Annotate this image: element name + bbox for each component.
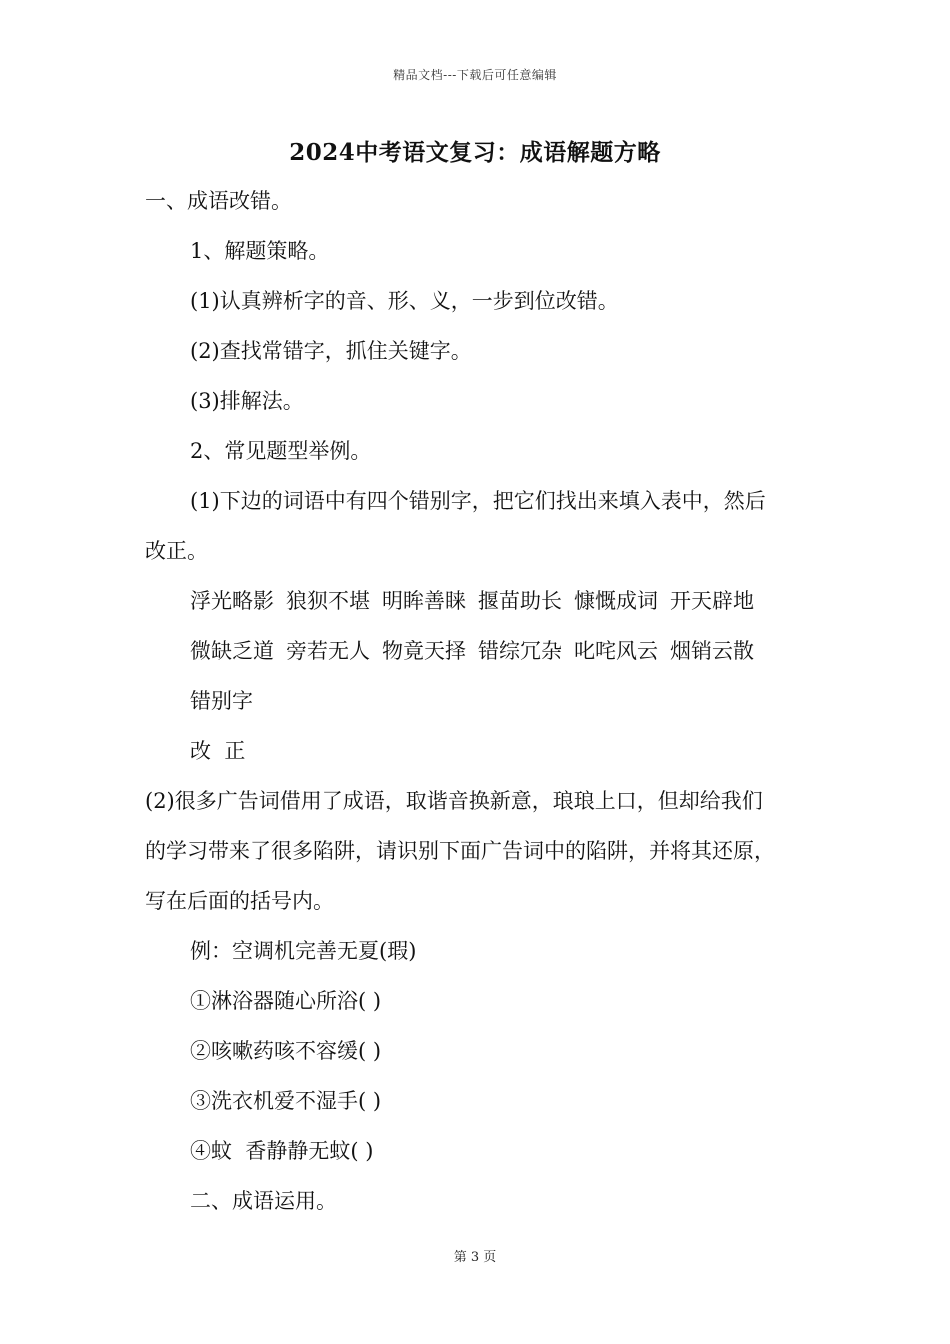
idiom: 狼狈不堪 — [286, 589, 370, 613]
table-row-correction: 改 正 — [190, 739, 246, 763]
strategy-2: (2)查找常错字，抓住关键字。 — [190, 339, 472, 363]
question2-line1: (2)很多广告词借用了成语，取谐音换新意，琅琅上口，但却给我们 — [145, 789, 763, 813]
document-title: 2024中考语文复习：成语解题方略 — [289, 139, 661, 166]
strategy-1: (1)认真辨析字的音、形、义，一步到位改错。 — [190, 289, 619, 313]
idiom: 慷慨成词 — [574, 589, 658, 613]
page-header: 精品文档---下载后可任意编辑 — [393, 68, 557, 82]
idiom: 揠苗助长 — [478, 589, 562, 613]
idiom: 烟销云散 — [670, 639, 754, 663]
sub1-heading: 1、解题策略。 — [190, 239, 330, 263]
ad-item-1: ①淋浴器随心所浴( ) — [190, 989, 382, 1013]
ad-item-4: ④蚊 香静静无蚊( ) — [190, 1139, 374, 1163]
question2-line3: 写在后面的括号内。 — [145, 889, 334, 913]
idiom-row-1 — [190, 586, 766, 616]
idiom: 物竟天择 — [382, 639, 466, 663]
section1-heading: 一、成语改错。 — [145, 189, 292, 213]
idiom: 叱咤风云 — [574, 639, 658, 663]
example-line: 例：空调机完善无夏(瑕) — [190, 939, 417, 963]
strategy-3: (3)排解法。 — [190, 389, 304, 413]
page-number: 第 3 页 — [453, 1250, 497, 1265]
question1-line2: 改正。 — [145, 539, 208, 563]
idiom: 旁若无人 — [286, 639, 370, 663]
idiom: 错综冗杂 — [478, 639, 562, 663]
idiom: 微缺乏道 — [190, 639, 274, 663]
table-row-wrong-chars: 错别字 — [190, 689, 253, 713]
question2-line2: 的学习带来了很多陷阱，请识别下面广告词中的陷阱，并将其还原， — [145, 839, 775, 863]
question1-line1: (1)下边的词语中有四个错别字，把它们找出来填入表中，然后 — [190, 489, 766, 513]
section2-heading: 二、成语运用。 — [190, 1189, 337, 1213]
idiom: 浮光略影 — [190, 589, 274, 613]
ad-item-2: ②咳嗽药咳不容缓( ) — [190, 1039, 382, 1063]
ad-item-3: ③洗衣机爱不湿手( ) — [190, 1089, 382, 1113]
idiom-row-2 — [190, 636, 766, 666]
idiom: 开天辟地 — [670, 589, 754, 613]
sub2-heading: 2、常见题型举例。 — [190, 439, 372, 463]
idiom: 明眸善睐 — [382, 589, 466, 613]
